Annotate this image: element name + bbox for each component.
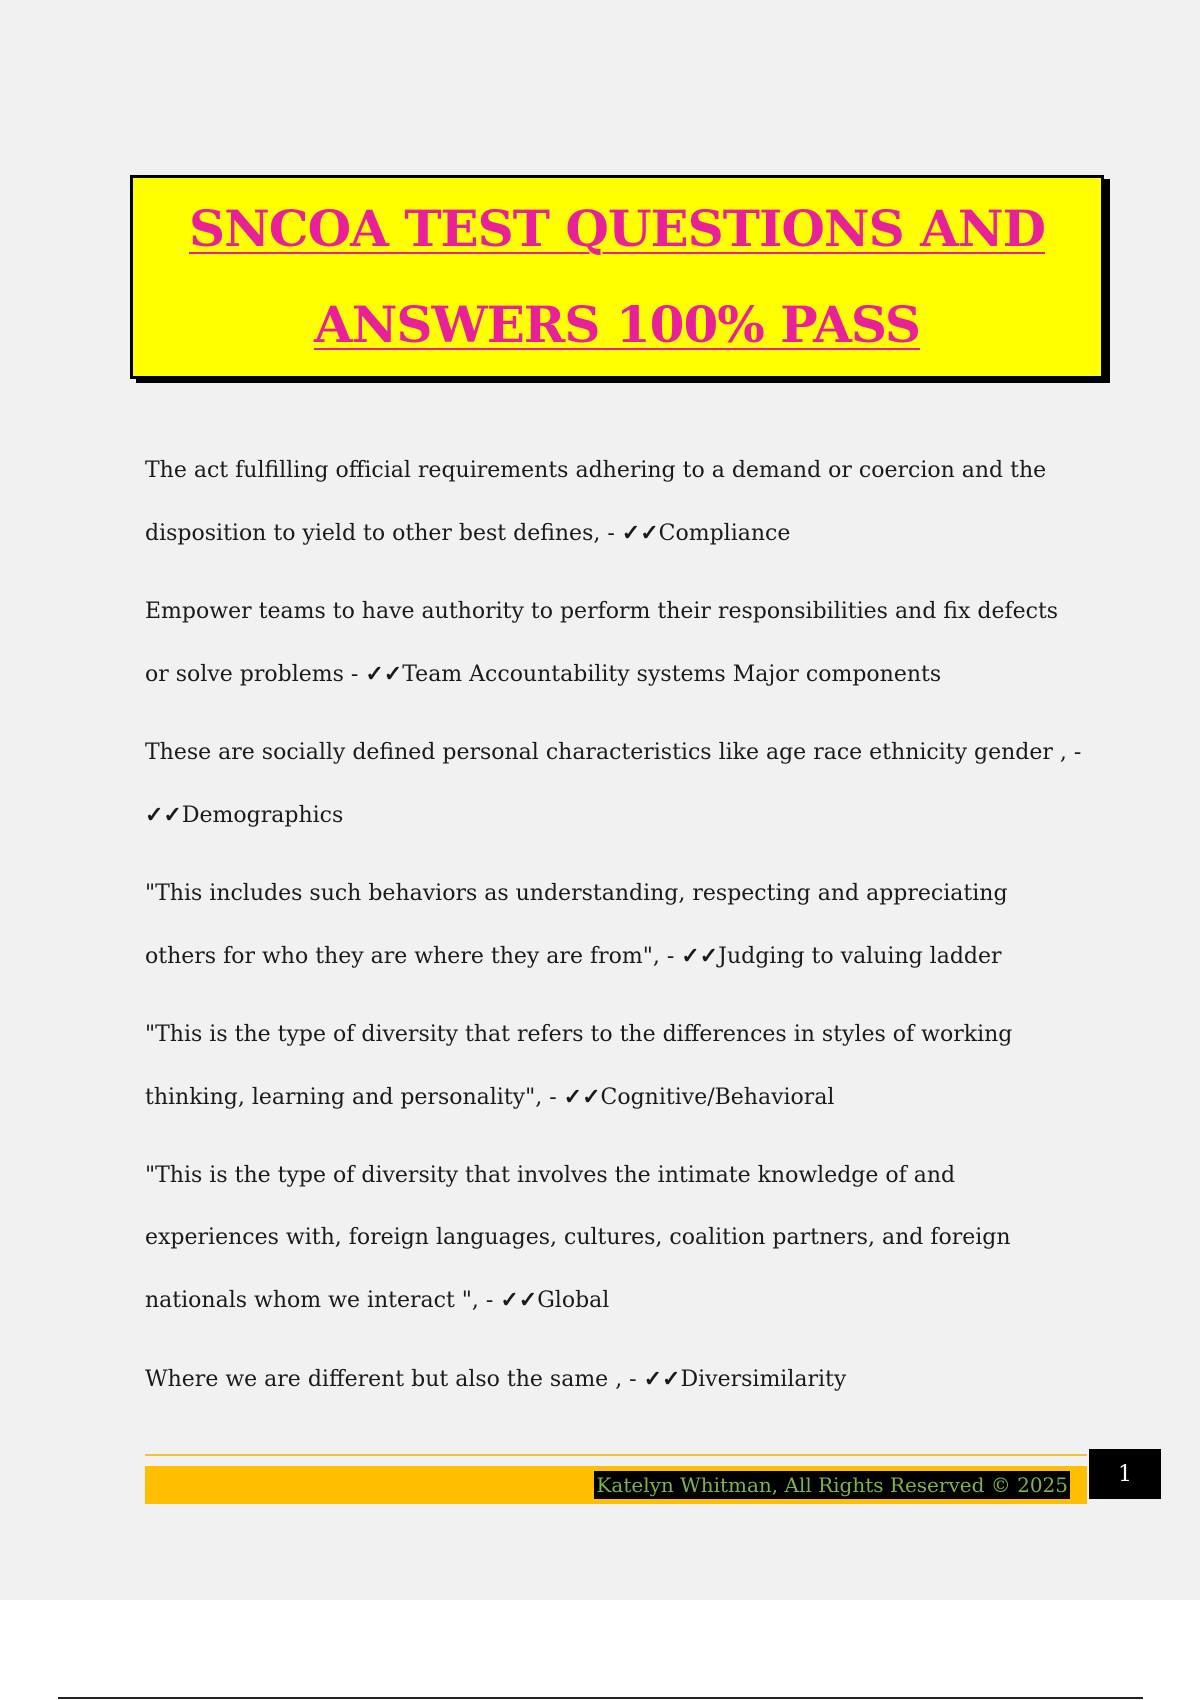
- title-box: [130, 175, 1104, 379]
- qa-item: [145, 722, 1085, 847]
- page-number: 1: [1089, 1449, 1161, 1499]
- question-text: These are socially defined personal characteristics like age race ethnicity gender , -: [145, 740, 1082, 765]
- title-line-2: ANSWERS 100% PASS: [313, 295, 921, 354]
- qa-item: [145, 1348, 1085, 1411]
- check-mark-icon: ✓✓: [681, 943, 719, 969]
- answer-text: Global: [537, 1288, 610, 1313]
- qa-item: [145, 863, 1085, 988]
- check-mark-icon: ✓✓: [621, 520, 659, 546]
- check-mark-icon: ✓✓: [563, 1084, 601, 1110]
- qa-item: [145, 1145, 1085, 1332]
- qa-list: [145, 440, 1085, 1427]
- answer-text: Diversimilarity: [680, 1367, 847, 1392]
- check-mark-icon: ✓✓: [145, 802, 182, 828]
- answer-text: Judging to valuing ladder: [718, 944, 1002, 969]
- footer-divider: [145, 1454, 1087, 1456]
- question-text: "This includes such behaviors as understanding, respecting and appreciating others for who they are where they are from", -: [145, 881, 1008, 969]
- question-text: "This is the type of diversity that involves the intimate knowledge of and experiences with, foreign languages, cultures, coalition partners, and foreign nationals whom we interact ", -: [145, 1163, 1011, 1313]
- check-mark-icon: ✓✓: [643, 1366, 681, 1392]
- answer-text: Cognitive/Behavioral: [600, 1085, 835, 1110]
- copyright-text: Katelyn Whitman, All Rights Reserved © 2025: [596, 1473, 1068, 1497]
- check-mark-icon: ✓✓: [500, 1287, 538, 1313]
- question-text: Empower teams to have authority to perform their responsibilities and fix defects or solve problems -: [145, 599, 1059, 687]
- qa-item: [145, 440, 1085, 565]
- question-text: The act fulfilling official requirements adhering to a demand or coercion and the disposition to yield to other best defines, -: [145, 458, 1047, 546]
- answer-text: Team Accountability systems Major components: [402, 662, 942, 687]
- question-text: "This is the type of diversity that refers to the differences in styles of working thinking, learning and personality", -: [145, 1022, 1013, 1110]
- question-text: Where we are different but also the same , -: [145, 1367, 644, 1392]
- answer-text: Demographics: [181, 803, 344, 828]
- page-bottom-divider: [58, 1697, 1143, 1699]
- title-line-1: SNCOA TEST QUESTIONS AND: [188, 199, 1045, 258]
- qa-item: [145, 1004, 1085, 1129]
- answer-text: Compliance: [658, 521, 791, 546]
- check-mark-icon: ✓✓: [365, 661, 403, 687]
- qa-item: [145, 581, 1085, 706]
- footer-bar: [145, 1466, 1087, 1504]
